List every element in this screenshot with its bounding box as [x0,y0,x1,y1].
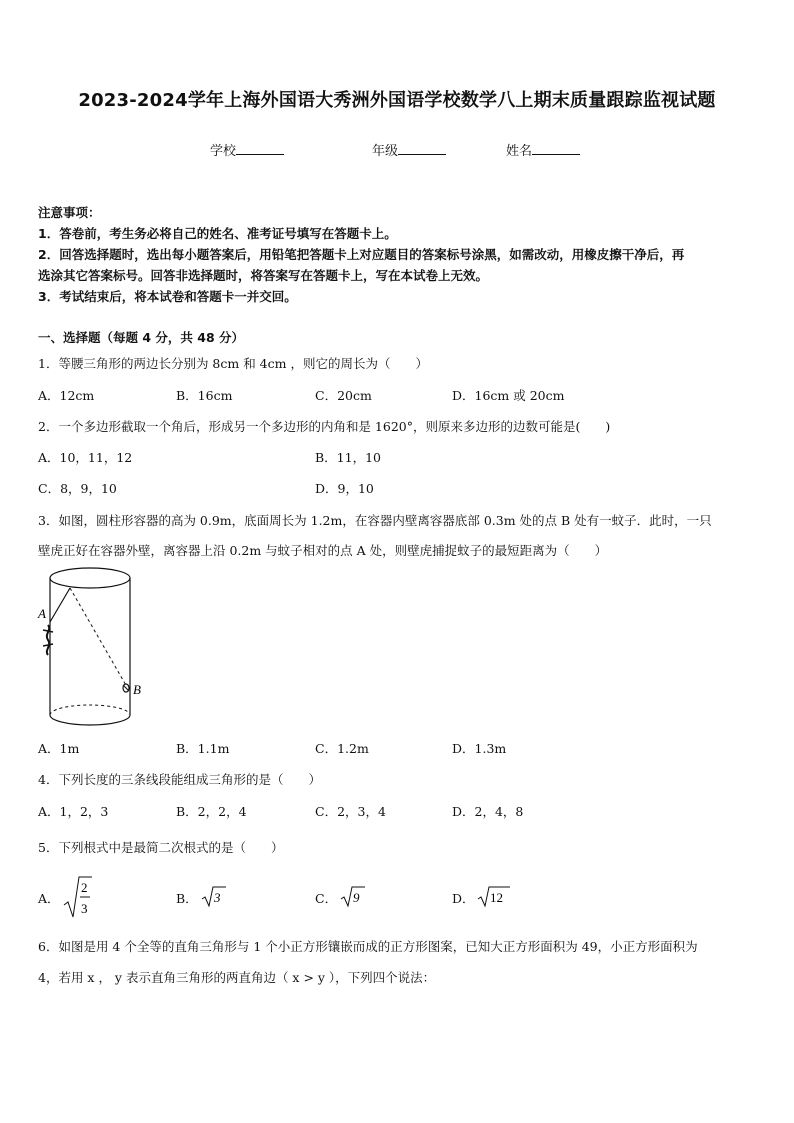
q1-option-c[interactable]: C．20cm [315,388,372,403]
grade-blank[interactable] [398,142,446,155]
q5-d-radicand: 12 [490,890,503,905]
q5-option-b-radical [200,885,230,907]
point-a-label: A [38,606,46,621]
q5-a-denominator: 3 [81,901,88,916]
q2-option-b[interactable]: B．11，10 [315,450,381,465]
q1-option-a[interactable]: A．12cm [38,388,95,403]
q5-option-a-label: A． [38,891,60,906]
school-label: 学校 [210,144,237,159]
q3-option-b[interactable]: B．1.1m [176,741,230,756]
school-field[interactable] [210,140,284,159]
q4-stem: 4．下列长度的三条线段能组成三角形的是（ ） [38,772,321,787]
point-b-label: B [133,682,141,697]
cylinder-bottom-front [50,715,130,725]
grade-field[interactable] [372,140,446,159]
q5-option-a-radical [62,875,92,919]
q1-option-b[interactable]: B．16cm [176,388,233,403]
mosquito-icon [123,684,129,692]
q3-option-a[interactable]: A．1m [38,741,80,756]
q3-stem-2: 壁虎正好在容器外壁，离容器上沿 0.2m 与蚊子相对的点 A 处，则壁虎捕捉蚊子的最短距离为（ ） [38,543,608,558]
q4-option-d[interactable]: D．2，4，8 [452,804,524,819]
q5-option-c-radical [339,885,369,907]
note-2b: 选涂其它答案标号。回答非选择题时，将答案写在答题卡上，写在本试卷上无效。 [38,268,489,283]
q1-stem: 1．等腰三角形的两边长分别为 8cm 和 4cm ，则它的周长为（ ） [38,356,428,371]
name-field[interactable] [506,140,580,159]
q2-option-c[interactable]: C．8，9，10 [38,481,117,496]
name-blank[interactable] [532,142,580,155]
q5-option-d-label: D． [452,891,475,906]
note-1: 1．答卷前，考生务必将自己的姓名、准考证号填写在答题卡上。 [38,226,397,241]
q3-stem-1: 3．如图，圆柱形容器的高为 0.9m，底面周长为 1.2m，在容器内壁离容器底部 0.3m 处的点 B 处有一蚊子．此时，一只 [38,513,712,528]
q4-option-b[interactable]: B．2，2，4 [176,804,247,819]
q4-option-a[interactable]: A．1，2，3 [38,804,109,819]
note-2a: 2．回答选择题时，选出每小题答案后，用铅笔把答题卡上对应题目的答案标号涂黑，如需改动，用橡皮擦干净后，再 [38,247,685,262]
q1-option-d[interactable]: D．16cm 或 20cm [452,388,565,403]
note-3: 3．考试结束后，将本试卷和答题卡一并交回。 [38,289,297,304]
q5-b-radicand: 3 [214,890,221,905]
q5-option-d-radical [476,885,512,907]
name-label: 姓名 [506,144,533,159]
path-to-mosquito [70,588,127,687]
cylinder-top-ellipse [50,568,130,588]
q2-option-d[interactable]: D．9，10 [315,481,374,496]
section-heading: 一、选择题（每题 4 分，共 48 分） [38,330,245,345]
q4-option-c[interactable]: C．2，3，4 [315,804,386,819]
gecko-icon [43,625,53,655]
q5-option-b-label: B． [176,891,198,906]
page-title: 2023-2024学年上海外国语大秀洲外国语学校数学八上期末质量跟踪监视试题 [78,90,716,111]
q3-option-d[interactable]: D．1.3m [452,741,507,756]
school-blank[interactable] [236,142,284,155]
path-to-rim [50,588,70,622]
q5-c-radicand: 9 [353,890,360,905]
cylinder-figure [30,560,150,735]
q2-option-a[interactable]: A．10，11，12 [38,450,133,465]
q3-option-c[interactable]: C．1.2m [315,741,369,756]
q2-stem: 2．一个多边形截取一个角后，形成另一个多边形的内角和是 1620°，则原来多边形的边数可能是( ) [38,419,611,434]
q6-stem-1: 6．如图是用 4 个全等的直角三角形与 1 个小正方形镶嵌而成的正方形图案，已知大正方形面积为 49，小正方形面积为 [38,939,698,954]
q5-stem: 5．下列根式中是最简二次根式的是（ ） [38,840,284,855]
q6-stem-2: 4，若用 x ， y 表示直角三角形的两直角边（ x > y ），下列四个说法： [38,970,436,985]
grade-label: 年级 [372,144,399,159]
q5-a-numerator: 2 [81,880,88,895]
notes-heading: 注意事项： [38,205,101,220]
q5-option-c-label: C． [315,891,338,906]
cylinder-bottom-back [50,705,130,715]
